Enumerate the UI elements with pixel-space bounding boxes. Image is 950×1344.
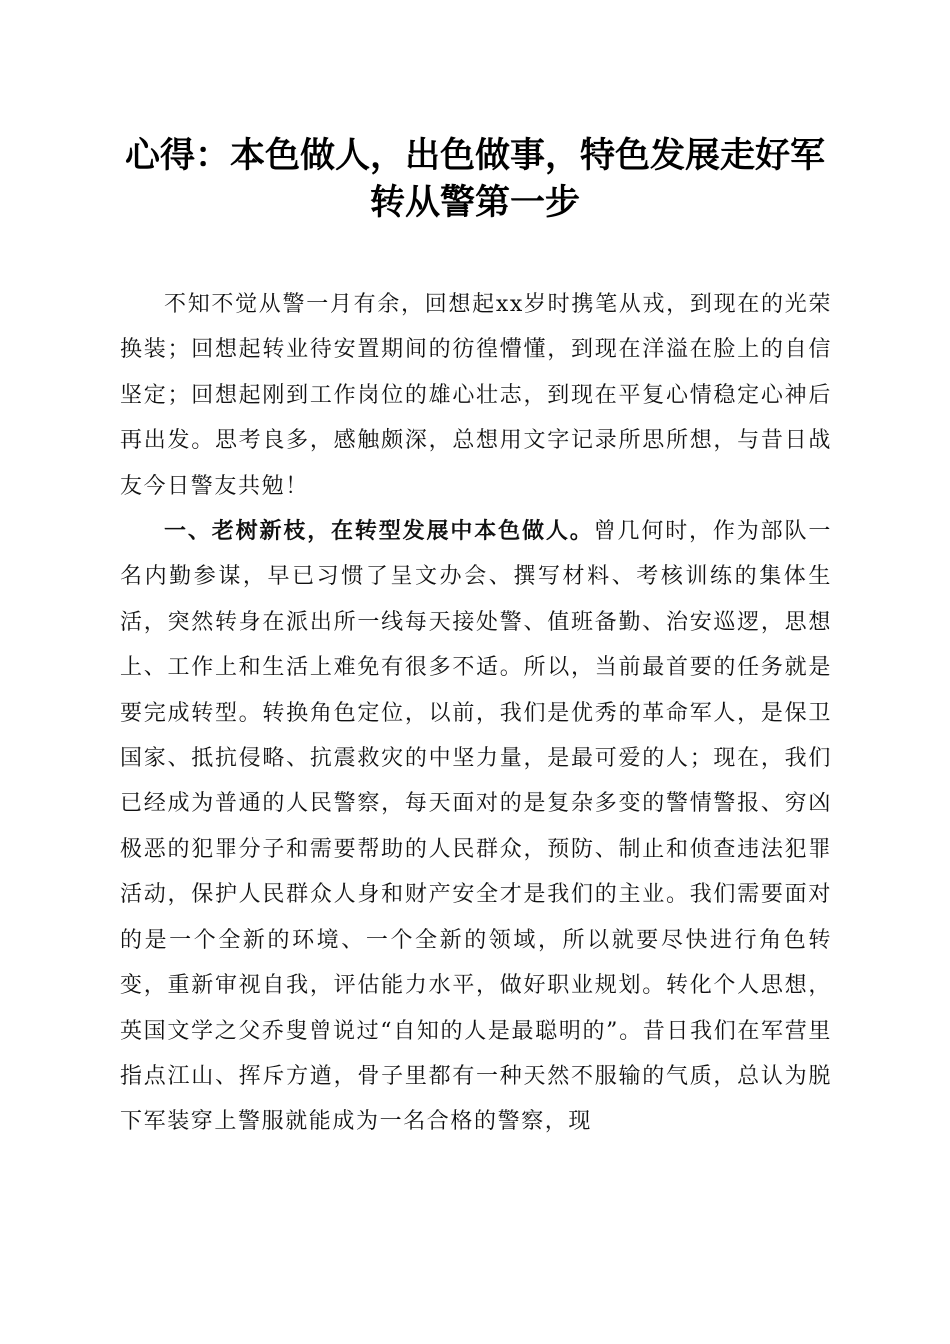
title-line-2: 转从警第一步: [369, 182, 580, 223]
intro-paragraph: 不知不觉从警一月有余，回想起xx岁时携笔从戎，到现在的光荣换装；回想起转业待安置期间的彷徨懵懂，到现在洋溢在脸上的自信坚定；回想起刚到工作岗位的雄心壮志，到现在平复心情稳定心神后再出发。思考良多，感触颇深，总想用文字记录所思所想，与昔日战友今日警友共勉！: [120, 292, 832, 499]
document-title: [100, 132, 850, 226]
section-1-paragraph: [120, 509, 832, 1145]
section-1-heading: 一、老树新枝，在转型发展中本色做人。: [164, 518, 594, 545]
title-line-1: 心得：本色做人，出色做事，特色发展走好军: [124, 135, 825, 176]
document-body: [120, 282, 832, 1145]
section-1-body: 曾几何时，作为部队一名内勤参谋，早已习惯了呈文办会、撰写材料、考核训练的集体生活，突然转身在派出所一线每天接处警、值班备勤、治安巡逻，思想上、工作上和生活上难免有很多不适。所以，当前最首要的任务就是要完成转型。转换角色定位，以前，我们是优秀的革命军人，是保卫国家、抵抗侵略、抗震救灾的中坚力量，是最可爱的人；现在，我们已经成为普通的人民警察，每天面对的是复杂多变的警情警报、穷凶极恶的犯罪分子和需要帮助的人民群众，预防、制止和侦查违法犯罪活动，保护人民群众人身和财产安全才是我们的主业。我们需要面对的是一个全新的环境、一个全新的领域，所以就要尽快进行角色转变，重新审视自我，评估能力水平，做好职业规划。转化个人思想，英国文学之父乔叟曾说过“自知的人是最聪明的”。昔日我们在军营里指点江山、挥斥方遒，骨子里都有一种天然不服输的气质，总认为脱下军装穿上警服就能成为一名合格的警察，现: [120, 519, 832, 1135]
